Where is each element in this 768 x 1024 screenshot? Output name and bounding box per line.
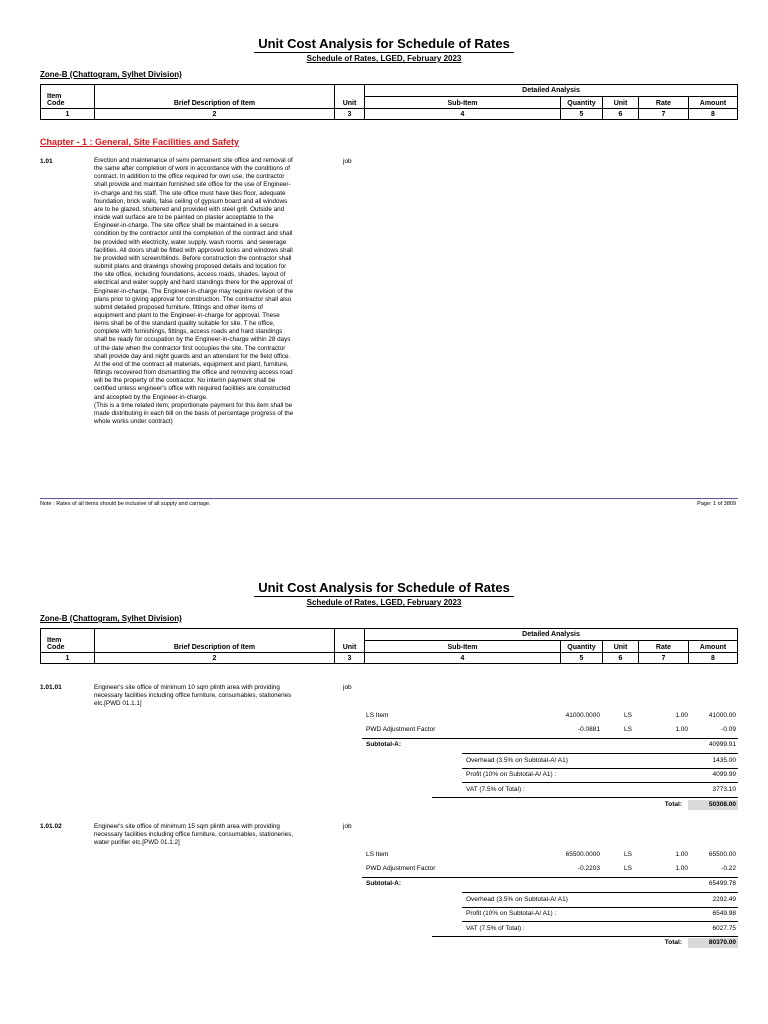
item-description: Engineer's site office of minimum 10 sqm plinth area with providing necessary facilities including office furniture, consumables, stationeries etc.[PWD 01.1.1] [94, 684, 292, 708]
overhead-amount: 2292.49 [712, 896, 736, 903]
subitem-rate: 1.00 [675, 712, 688, 719]
subitem-unit: LS [624, 865, 632, 872]
overhead-label: Overhead (3.5% on Subtotal-A/ A1) [466, 896, 568, 903]
item-code: 1.01 [40, 158, 53, 165]
item-description: Erection and maintenance of semi permanent site office and removal of the same after completion of work in accordance with the conditions of contract. In addition to the office required for own use, the contractor shall provide and maintain furnished site office for the use of Engineer- in-charge and his staff. The site office must have tiles floor, adequate foundation, brick walls, false ceiling of gypsum board and all windows are to be glazed, shuttered and provided with steel grill. Outside and inside wall surface are to be painted on plaster acceptable to the Engineer-in-charge. The site office shall be maintained in a secure condition by the contractor until the completion of the contract and shall be provided with electricity, water supply, wash rooms and sewerage facilities. All doors shall be fitted with approved locks and windows shall be provided with screen/blinds. Before construction the contractor shall submit plans and drawings showing proposed details and location for the site office, including foundations, access roads, shades, layout of electrical and water supply and hard standings there for the approval of Engineer-in-charge. The Engineer-in-charge may require revision of the plans prior to giving approval for construction. The contractor shall also submit detailed proposed furniture, fittings and other items of equipment and plant to the Engineer-in-charge for approval. These items shall be of the standard quality suitable for site. T he office, complete with furnishings, fittings, access roads and hard standings shall be ready for occupation by the Engineer-in-charge within 28 days of the date when the contractor first occupies the site. The contractor shall provide day and night guards and an attendant for the field office. At the end of the contract all materials, equipment and plant, furniture, fittings recovered from dismantling the office and removing access road will be the property of the contractor. No interim payment shall be certified unless engineer's office with required facilities are constructed and accepted by the Engineer-in-charge. (This is a time related item; proportionate payment for this item shall be made distributing in each bill on the basis of percentage progress of the whole works under contract) [94, 157, 294, 425]
col-num: 1 [41, 109, 95, 120]
col-num: 4 [365, 653, 561, 664]
subitem-unit: LS [624, 851, 632, 858]
subitem-name: PWD Adjustment Factor [366, 726, 436, 733]
subtotal-amount: 40999.91 [708, 741, 736, 748]
col-item-code: Item Code [41, 85, 95, 109]
row-divider [462, 921, 738, 922]
col-amount: Amount [689, 641, 738, 653]
row-divider [462, 782, 738, 783]
row-divider [462, 768, 738, 769]
column-header-table [40, 628, 738, 664]
subitem-amount: 41000.00 [708, 712, 736, 719]
zone-label: Zone-B (Chattogram, Sylhet Division) [40, 70, 182, 79]
col-unit: Unit [335, 629, 365, 653]
item-code: 1.01.02 [40, 823, 62, 830]
subtotal-amount: 65499.78 [708, 880, 736, 887]
zone-label: Zone-B (Chattogram, Sylhet Division) [40, 614, 182, 623]
col-rate: Rate [639, 97, 689, 109]
subitem-amount: -0.22 [721, 865, 736, 872]
item-unit: job [343, 158, 352, 165]
profit-label: Profit (10% on Subtotal-A/ A1) : [466, 771, 557, 778]
item-code: 1.01.01 [40, 684, 62, 691]
col-description: Brief Description of Item [95, 629, 335, 653]
row-divider [432, 797, 738, 798]
row-divider [462, 753, 738, 754]
vat-label: VAT (7.5% of Total) : [466, 925, 525, 932]
subitem-rate: 1.00 [675, 851, 688, 858]
overhead-label: Overhead (3.5% on Subtotal-A/ A1) [466, 757, 568, 764]
subitem-name: PWD Adjustment Factor [366, 865, 436, 872]
total-amount: 80370.00 [708, 939, 736, 946]
vat-amount: 3773.10 [712, 786, 736, 793]
subtotal-label: Subtotal-A: [366, 880, 402, 887]
col-num: 2 [95, 109, 335, 120]
row-divider [432, 936, 738, 937]
subitem-name: LS Item [366, 712, 389, 719]
subitem-quantity: -0.2203 [577, 865, 600, 872]
page-title: Unit Cost Analysis for Schedule of Rates [0, 36, 768, 51]
col-amount: Amount [689, 97, 738, 109]
subitem-amount: 65500.00 [708, 851, 736, 858]
subitem-quantity: 65500.0000 [565, 851, 600, 858]
col-num: 2 [95, 653, 335, 664]
page-title: Unit Cost Analysis for Schedule of Rates [0, 580, 768, 595]
col-num: 1 [41, 653, 95, 664]
col-num: 8 [689, 653, 738, 664]
col-subitem: Sub-Item [365, 641, 561, 653]
page-2 [0, 544, 768, 1024]
profit-label: Profit (10% on Subtotal-A/ A1) : [466, 910, 557, 917]
col-num: 3 [335, 109, 365, 120]
item-unit: job [343, 823, 352, 830]
col-num: 3 [335, 653, 365, 664]
col-num: 6 [603, 653, 639, 664]
subitem-amount: -0.09 [721, 726, 736, 733]
page-subtitle: Schedule of Rates, LGED, February 2023 [306, 54, 462, 63]
subitem-unit: LS [624, 712, 632, 719]
footer-divider [40, 498, 738, 499]
row-divider [462, 892, 738, 893]
subitem-quantity: -0.0881 [577, 726, 600, 733]
col-num: 5 [561, 109, 603, 120]
col-quantity: Quantity [561, 641, 603, 653]
col-num: 7 [639, 109, 689, 120]
footer-note: Note : Rates of all items should be inclusive of all supply and carriage. [40, 501, 211, 507]
chapter-heading: Chapter - 1 : General, Site Facilities and Safety [40, 137, 240, 147]
col-description: Brief Description of Item [95, 85, 335, 109]
subitem-name: LS Item [366, 851, 389, 858]
page-number: Page: 1 of 3809 [697, 501, 736, 507]
row-divider [462, 907, 738, 908]
row-divider [362, 738, 738, 739]
row-divider [362, 877, 738, 878]
total-label: Total: [664, 801, 682, 808]
col-unit: Unit [335, 85, 365, 109]
col-detailed-analysis: Detailed Analysis [365, 85, 738, 97]
vat-label: VAT (7.5% of Total) : [466, 786, 525, 793]
col-quantity: Quantity [561, 97, 603, 109]
subitem-unit: LS [624, 726, 632, 733]
col-num: 4 [365, 109, 561, 120]
overhead-amount: 1435.00 [712, 757, 736, 764]
vat-amount: 6027.75 [712, 925, 736, 932]
subtotal-label: Subtotal-A: [366, 741, 402, 748]
col-unit-2: Unit [603, 97, 639, 109]
total-amount: 50308.00 [708, 801, 736, 808]
col-item-code: Item Code [41, 629, 95, 653]
col-num: 6 [603, 109, 639, 120]
col-rate: Rate [639, 641, 689, 653]
col-unit-2: Unit [603, 641, 639, 653]
column-header-table [40, 84, 738, 120]
subitem-rate: 1.00 [675, 726, 688, 733]
item-unit: job [343, 684, 352, 691]
col-num: 7 [639, 653, 689, 664]
subitem-rate: 1.00 [675, 865, 688, 872]
subitem-quantity: 41000.0000 [565, 712, 600, 719]
col-num: 8 [689, 109, 738, 120]
col-detailed-analysis: Detailed Analysis [365, 629, 738, 641]
item-description: Engineer's site office of minimum 15 sqm plinth area with providing necessary facilities including office furniture, consumables, stationeries, water purifier etc.[PWD 01.1.2] [94, 823, 294, 847]
profit-amount: 6549.98 [712, 910, 736, 917]
col-num: 5 [561, 653, 603, 664]
page-subtitle: Schedule of Rates, LGED, February 2023 [306, 598, 462, 607]
profit-amount: 4099.99 [712, 771, 736, 778]
col-subitem: Sub-Item [365, 97, 561, 109]
total-label: Total: [664, 939, 682, 946]
